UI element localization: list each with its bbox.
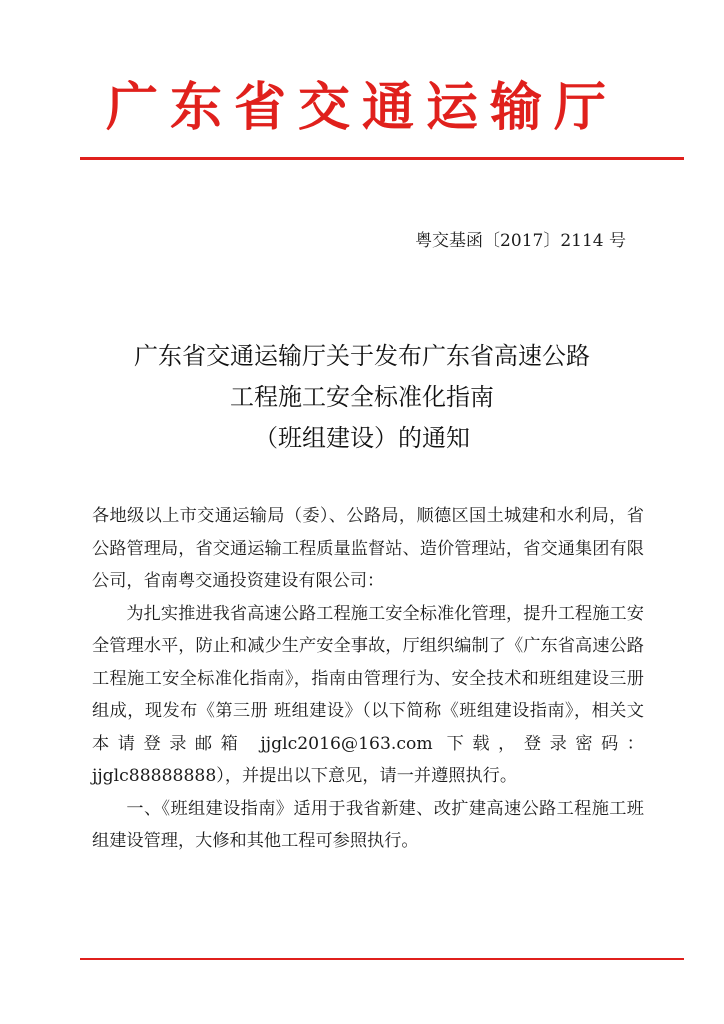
document-number: 粤交基函〔2017〕2114 号 — [415, 231, 626, 251]
footer-red-rule — [80, 958, 684, 960]
notice-body — [92, 500, 644, 858]
body-paragraph: 一、《班组建设指南》适用于我省新建、改扩建高速公路工程施工班组建设管理，大修和其他工程可参照执行。 — [92, 798, 644, 851]
agency-header-title: 广东省交通运输厅 — [105, 77, 618, 138]
addressee-paragraph: 各地级以上市交通运输局（委）、公路局，顺德区国土城建和水利局，省公路管理局，省交通运输工程质量监督站、造价管理站，省交通集团有限公司，省南粤交通投资建设有限公司： — [92, 506, 644, 591]
header-red-rule — [80, 157, 684, 160]
notice-title-line: （班组建设）的通知 — [254, 424, 470, 452]
notice-title — [0, 336, 724, 459]
body-paragraph: 为扎实推进我省高速公路工程施工安全标准化管理，提升工程施工安全管理水平，防止和减少生产安全事故，厅组织编制了《广东省高速公路工程施工安全标准化指南》，指南由管理行为、安全技术和班组建设三册组成，现发布《第三册 班组建设》（以下简称《班组建设指南》，相关文本请登录邮箱 jjglc2016@163.com 下载，登录密码：jjglc88888888），并提出以下意见，请一并遵照执行。 — [92, 603, 644, 786]
notice-title-line: 广东省交通运输厅关于发布广东省高速公路 — [134, 342, 590, 370]
notice-title-line: 工程施工安全标准化指南 — [230, 383, 494, 411]
